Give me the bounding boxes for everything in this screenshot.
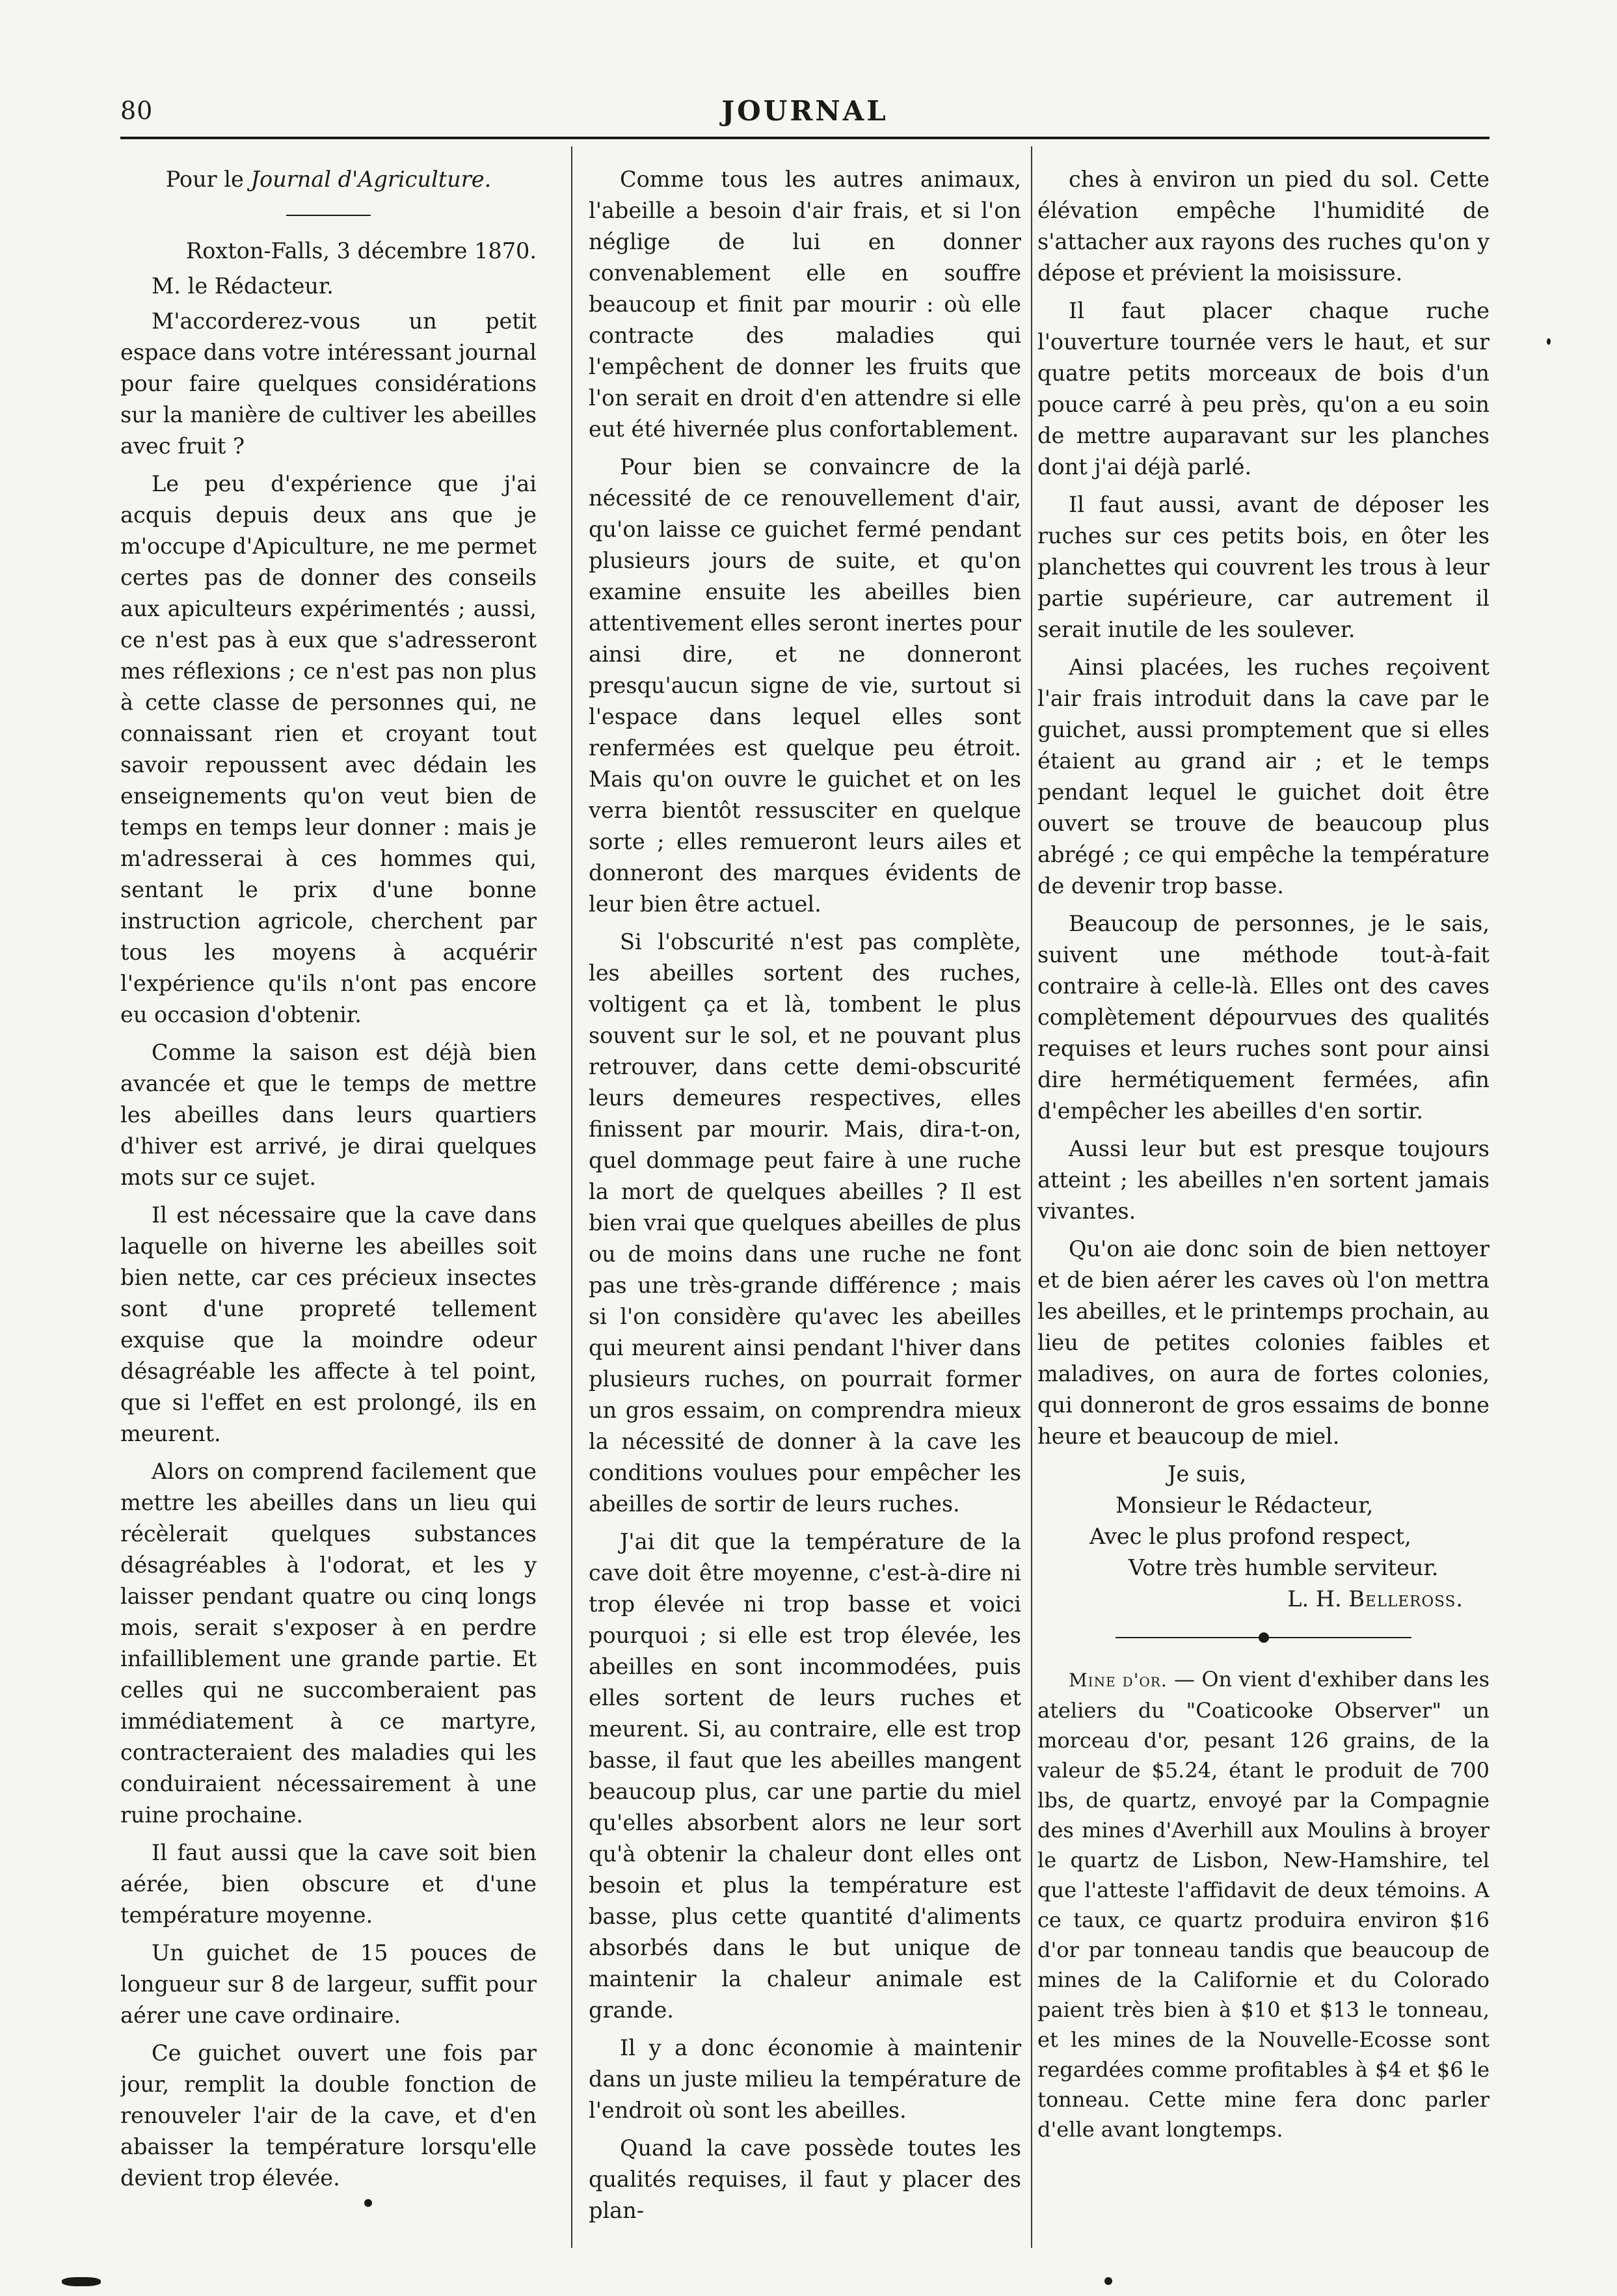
news-item xyxy=(1037,1664,1490,2144)
signature xyxy=(1037,1584,1490,1615)
paragraph: Comme tous les autres animaux, l'abeille a besoin d'air frais, et si l'on néglige de lui en donner convenablement elle en souffre beaucoup et finit par mourir : où elle contracte des maladies qui l'empêchent de donner les fruits que l'on serait en droit d'en attendre si elle eut été hivernée plus confortablement. xyxy=(589,167,1021,442)
closing-line: Avec le plus profond respect, xyxy=(1089,1524,1411,1549)
paragraph: Si l'obscurité n'est pas complète, les abeilles sortent des ruches, voltigent ça et là, tombent le plus souvent sur le sol, et ne pouvant plus retrouver, dans cette demi-obscurité leurs demeures respectives, elles finissent par mourir. Mais, dira-t-on, quel dommage peut faire à une ruche la mort de quelques abeilles ? Il est bien vrai que quelques abeilles de plus ou de moins dans une ruche ne font pas une très-grande différence ; mais si l'on considère qu'avec les abeilles qui meurent ainsi pendant l'hiver dans plusieurs ruches, on pourrait former un gros essaim, on comprendra mieux la nécessité de donner à la cave les conditions voulues pour empêcher les abeilles de sortir de leurs ruches. xyxy=(589,929,1021,1517)
column-2 xyxy=(589,164,1021,2265)
paragraph: J'ai dit que la température de la cave doit être moyenne, c'est-à-dire ni trop élevée ni trop basse et voici pourquoi ; si elle est trop élevée, les abeilles en sont incommodées, puis elles sortent de leurs ruches et meurent. Si, au contraire, elle est trop basse, il faut que les abeilles mangent beaucoup plus, car une partie du miel qu'elles absorbent alors ne leur sort qu'à obtenir la chaleur dont elles ont besoin et plus la température est basse, plus cette quantité d'aliments absorbés dans le but unique de maintenir la chaleur animale est grande. xyxy=(589,1529,1021,2023)
column-3 xyxy=(1037,164,1490,2265)
paragraph: Un guichet de 15 pouces de longueur sur 8 de largeur, suffit pour aérer une cave ordinaire. xyxy=(120,1940,537,2028)
paragraph: Il y a donc économie à maintenir dans un juste milieu la température de l'endroit où sont les abeilles. xyxy=(589,2035,1021,2123)
closing-line: Votre très humble serviteur. xyxy=(1129,1555,1439,1580)
page-number: 80 xyxy=(120,96,154,125)
running-head: JOURNAL xyxy=(721,95,889,127)
paragraph: Il est nécessaire que la cave dans laquelle on hiverne les abeilles soit bien nette, car ces précieux insectes sont d'une propreté tellement exquise que la moindre odeur désagréable les affecte à tel point, que si l'effet en est prolongé, ils en meurent. xyxy=(120,1202,537,1446)
ink-speck xyxy=(1104,2277,1112,2285)
ink-speck xyxy=(364,2199,372,2207)
byline xyxy=(120,164,537,195)
paragraph: ches à environ un pied du sol. Cette élévation empêche l'humidité de s'attacher aux rayons des ruches qu'on y dépose et prévient la moisissure. xyxy=(1037,167,1490,286)
paragraph: Qu'on aie donc soin de bien nettoyer et de bien aérer les caves où l'on mettra les abeilles, et le printemps prochain, au lieu de petites colonies faibles et maladives, on aura de fortes colonies, qui donneront de gros essaims de bonne heure et beaucoup de miel. xyxy=(1037,1236,1490,1449)
paragraph: Il faut aussi, avant de déposer les ruches sur ces petits bois, en ôter les planchettes qui couvrent les trous à leur partie supérieure, car autrement il serait inutile de les soulever. xyxy=(1037,492,1490,642)
section-ornament xyxy=(1037,1625,1490,1651)
byline-prefix: Pour le xyxy=(165,167,251,192)
paragraph: Alors on comprend facilement que mettre les abeilles dans un lieu qui récèlerait quelques substances désagréables à l'odorat, et les y laisser pendant quatre ou cinq longs mois, serait s'exposer à en perdre infailliblement une grande partie. Et celles qui ne succomberaient pas immédiatement à ce martyre, contracteraient des maladies qui les conduiraient nécessairement à une ruine prochaine. xyxy=(120,1459,537,1828)
paragraph: Beaucoup de personnes, je le sais, suivent une méthode tout-à-fait contraire à celle-là. Elles ont des caves complètement dépourvues des qualités requises et leurs ruches sont pour ainsi dire hermétiquement fermées, afin d'empêcher les abeilles d'en sortir. xyxy=(1037,911,1490,1124)
paragraph: Aussi leur but est presque toujours atteint ; les abeilles n'en sortent jamais vivantes. xyxy=(1037,1136,1490,1224)
paragraph: Pour bien se convaincre de la nécessité de ce renouvellement d'air, qu'on laisse ce guichet fermé pendant plusieurs jours de suite, et qu'on examine ensuite les abeilles bien attentivement elles seront inertes pour ainsi dire, et ne donneront presqu'aucun signe de vie, surtout si l'espace dans lequel elles sont renfermées est quelque peu étroit. Mais qu'on ouvre le guichet et on les verra bientôt ressusciter en quelque sorte ; elles remueront leurs ailes et donneront des marques évidents de leur bien être actuel. xyxy=(589,454,1021,917)
news-lead: Mine d'or. xyxy=(1069,1669,1168,1691)
ink-speck xyxy=(62,2277,101,2286)
paragraph: M'accorderez-vous un petit espace dans votre intéressant journal pour faire quelques considérations sur la manière de cultiver les abeilles avec fruit ? xyxy=(120,308,537,459)
salutation: M. le Rédacteur. xyxy=(152,273,334,299)
closing-line: Monsieur le Rédacteur, xyxy=(1116,1492,1374,1518)
ornament-dot xyxy=(1259,1632,1269,1643)
dateline: Roxton-Falls, 3 décembre 1870. xyxy=(185,238,537,263)
closing-line: Je suis, xyxy=(1168,1461,1247,1487)
signature-initials: L. H. xyxy=(1287,1586,1349,1612)
ink-speck xyxy=(1547,338,1551,345)
paragraph: Le peu d'expérience que j'ai acquis depuis deux ans que je m'occupe d'Apiculture, ne me permet certes pas de donner des conseils aux apiculteurs expérimentés ; aussi, ce n'est pas à eux que s'adresseront mes réflexions ; ce n'est pas non plus à cette classe de personnes qui, ne connaissant rien et croyant tout savoir repoussent avec dédain les enseignements qu'on veut bien de temps en temps leur donner : mais je m'adresserai à ces hommes qui, sentant le prix d'une bonne instruction agricole, cherchent par tous les moyens à acquérir l'expérience qu'ils n'ont pas encore eu occasion d'obtenir. xyxy=(120,471,537,1027)
paragraph: Il faut placer chaque ruche l'ouverture tournée vers le haut, et sur quatre petits morceaux de bois d'un pouce carré à peu près, qu'on a eu soin de mettre auparavant sur les planches dont j'ai déjà parlé. xyxy=(1037,298,1490,479)
paragraph: Ainsi placées, les ruches reçoivent l'air frais introduit dans la cave par le guichet, aussi promptement que si elles étaient au grand air ; et le temps pendant lequel le guichet doit être ouvert se trouve de beaucoup plus abrégé ; ce qui empêche la température de devenir trop basse. xyxy=(1037,655,1490,898)
byline-title: Journal d'Agriculture. xyxy=(250,167,492,192)
paragraph: Ce guichet ouvert une fois par jour, remplit la double fonction de renouveler l'air de la cave, et d'en abaisser la température lorsqu'elle devient trop élevée. xyxy=(120,2040,537,2191)
paragraph: Comme la saison est déjà bien avancée et que le temps de mettre les abeilles dans leurs quartiers d'hiver est arrivé, je dirai quelques mots sur ce sujet. xyxy=(120,1040,537,1190)
header-rule xyxy=(120,137,1490,139)
paragraph: Quand la cave possède toutes les qualités requises, il faut y placer des plan- xyxy=(589,2135,1021,2223)
page-header xyxy=(120,91,1490,130)
column-1 xyxy=(120,164,537,2265)
signature-name: Belleross. xyxy=(1348,1586,1463,1612)
column-divider xyxy=(1031,146,1032,2248)
short-rule xyxy=(286,215,371,216)
paragraph: Il faut aussi que la cave soit bien aérée, bien obscure et d'une température moyenne. xyxy=(120,1840,537,1928)
news-text: — On vient d'exhiber dans les ateliers du "Coaticooke Observer" un morceau d'or, pesant 126 grains, de la valeur de $5.24, étant le produit de 700 lbs, de quartz, envoyé par la Compagnie des mines d'Averhill aux Moulins à broyer le quartz de Lisbon, New-Hamshire, tel que l'atteste l'affidavit de deux témoins. A ce taux, ce quartz produira environ $16 d'or par tonneau tandis que beaucoup de mines de la Californie et du Colorado paient très bien à $10 et $13 le tonneau, et les mines de la Nouvelle-Ecosse sont regardées comme profitables à $4 et $6 le tonneau. Cette mine fera donc parler d'elle avant longtemps. xyxy=(1037,1667,1490,2142)
column-divider xyxy=(571,146,572,2248)
